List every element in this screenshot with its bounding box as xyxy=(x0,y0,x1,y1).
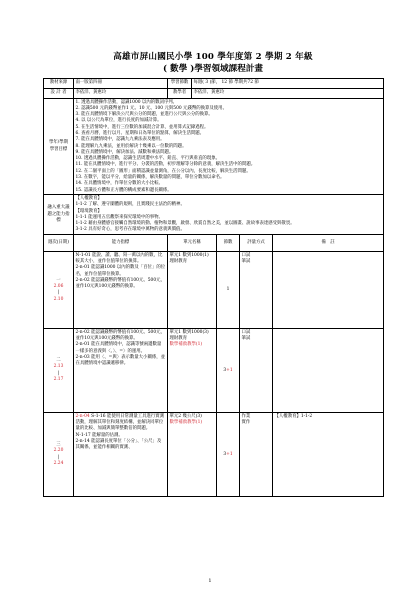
notes-cell: 【人權教育】1-1-2 xyxy=(273,413,384,497)
goal-item: 8. 能理解九九乘法，並用於解決十幾乘以一位數的問題。 xyxy=(75,143,187,149)
publisher-label: 教材來源 xyxy=(44,79,74,89)
week-number: 三 xyxy=(56,442,61,448)
topic-item: 1-1-2 藉由身體感官接觸自然環境的動、植物和景觀，啟發、欣賞自然之美，並以圖畫、說故事表達感受與敬畏。 xyxy=(75,221,295,227)
goal-item: 4. 以 以公尺為單位，進行長度的加減計算。 xyxy=(75,118,162,124)
topic-item: 【人權教育】 xyxy=(75,195,102,201)
header-week: 週次(日期) xyxy=(44,235,74,252)
goal-item: 6. 查看月曆，進行以月、星期和日為單位的點算，解決生活問題。 xyxy=(75,130,205,136)
plan-table xyxy=(43,78,384,497)
indicator-cell: 2-n-04 S-1-16 能使用日常測量工具進行實測活動，理解其單位和刻度結構，並解決同單位量的比較、加減與簡單整數倍的問題。 N-1-17 能解量的估測。 2-n-14 能認識長度單位「公分」、「公尺」及其關係，並能作相關的實測、 xyxy=(74,413,168,497)
topics-list xyxy=(74,195,384,235)
topics-label: 融入重大議題之能力指標 xyxy=(44,195,74,235)
periods-cell: 3+1 xyxy=(217,413,240,497)
goal-item: 14. 在具體情境中，作單位分數的大小比較。 xyxy=(75,181,163,187)
assessment-cell: 口試 筆試 xyxy=(240,329,273,413)
lesson-plan-page xyxy=(43,52,383,497)
table-row xyxy=(44,329,384,413)
assessment-cell: 口試 筆試 xyxy=(240,252,273,329)
topic-item: 1-1-1 能運用五官觀察來探究環境中的事物。 xyxy=(75,214,163,220)
document-subtitle: ( 數學 )學習領域課程計畫 xyxy=(162,64,264,74)
periods-cell: 1 xyxy=(217,252,240,329)
hours-value: 每週( 3 )節， 12 節 學期共72 節 xyxy=(192,79,384,89)
week-start: 2.20 xyxy=(53,448,64,454)
week-end: 2.24 xyxy=(53,461,64,467)
goal-item: 5. 在生活情境中，進行三位數的加減混合計算，並用算式記錄過程。 xyxy=(75,124,209,130)
goal-item: 10. 透過具體操作活動，認識生活周遭中水平、鉛直、平行與垂直的現象。 xyxy=(75,156,220,162)
week-start: 2.06 xyxy=(53,283,64,289)
week-cell: 二 2.13 | 2.17 xyxy=(44,329,74,413)
header-notes: 備 註 xyxy=(273,235,384,252)
publisher-value: 南一版第四冊 xyxy=(74,79,168,89)
header-indicator: 能力指標 xyxy=(74,235,168,252)
goal-item: 11. 能在具體情境中，進行平分、分裝的活動，初步理解等分除的意義，解決生活中的問題。 xyxy=(75,162,256,168)
goal-item: 1. 透過具體操作活動，認識1000 以內的數詞序列。 xyxy=(75,99,178,105)
week-cell: 三 2.20 | 2.24 xyxy=(44,413,74,497)
teacher-label: 教學者 xyxy=(168,89,192,99)
periods-cell: 3+1 xyxy=(217,329,240,413)
notes-cell xyxy=(273,329,384,413)
goal-item: 9. 能在具體情境中，解決加法、減數和乘法問題。 xyxy=(75,149,174,155)
designer-value: 李依洋、黃惠玲 xyxy=(74,89,168,99)
week-end: 2.17 xyxy=(53,377,64,383)
topic-item: 【環境教育】 xyxy=(75,208,102,214)
goal-item: 12. 在二個平面上的「圖形」面積認識並量測角，在公分以內，長度比較，解決生活問題。 xyxy=(75,168,251,174)
goal-item: 15. 認識長方體和正方體的構成要素和邊長關係。 xyxy=(75,187,172,193)
table-row xyxy=(44,252,384,329)
unit-cell: 單元1 數到1000(3) 理財教育 數學補救教學(1) xyxy=(168,329,217,413)
goals-label: 學年/學期 學習目標 xyxy=(44,99,74,195)
page-number: 1 xyxy=(208,578,212,584)
goal-item: 2. 認識500 元的錢幣並作1 元、10 元、100 元與500 元錢幣的換算及使用。 xyxy=(75,105,227,111)
topic-item: 3-1-2 具有好奇心，思考存在環境中萬物的意義與價值。 xyxy=(75,227,185,233)
goal-item: 13. 在數字，能以平分，給量的關係，解決數量的問題，單位分數加以命名。 xyxy=(75,175,225,181)
goal-item: 3. 能在具體情境下解決公尺與公分的問題，並進行公尺與公分的換算。 xyxy=(75,112,213,118)
unit-cell: 單元2 幾公尺(3) 數學補救教學(1) xyxy=(168,413,217,497)
unit-cell: 單元1 數到1000(1) 理財教育 xyxy=(168,252,217,329)
topic-item: 1-1-2 了解、遵守團體的規則，且實踐民主法治的精神。 xyxy=(75,202,185,208)
document-title: 高雄市屏山國民小學 100 學年度第 2 學期 2 年級 xyxy=(113,52,313,62)
week-end: 2.10 xyxy=(53,296,64,302)
week-start: 2.13 xyxy=(53,364,64,370)
header-periods: 節數 xyxy=(217,235,240,252)
week-number: 二 xyxy=(56,358,61,364)
goal-item: 7. 能在具體情境中，認識九九乘法表及應用。 xyxy=(75,137,165,143)
designer-label: 設 計 者 xyxy=(44,89,74,99)
teacher-value: 李依洋、黃惠玲 xyxy=(192,89,384,99)
table-row xyxy=(44,413,384,497)
header-unit: 單元名稱 xyxy=(168,235,217,252)
week-number: 一 xyxy=(56,277,61,283)
notes-cell xyxy=(273,252,384,329)
indicator-cell: N-1-01 能說、讀、聽、寫一萬以內的數，比較其大小，並作位值單位的換算。 2-n-01 能認識1000 以內的數及「百位」的位名，並作位值單位換算。 2-n-02 能認識錢幣的幣值有100元、500元，並作10元與100元錢幣的換算。 xyxy=(74,252,168,329)
hours-label: 學習節數 xyxy=(168,79,192,89)
assessment-cell: 作業 實作 xyxy=(240,413,273,497)
header-assessment: 評量方式 xyxy=(240,235,273,252)
week-cell: 一 2.06 | 2.10 xyxy=(44,252,74,329)
goals-list xyxy=(74,99,384,195)
indicator-cell: 2-n-02 能認識錢幣的幣值有100元、500元，並作10元與100元錢幣的換算。 2-n-01 能在具體情境中，認識等號兩邊數量一樣多的意義與〈、〉、=〉的運用。 2-n-03 能用〈、=與〉表示數量大小關係，並在具體情境中認識遞移律。 xyxy=(74,329,168,413)
